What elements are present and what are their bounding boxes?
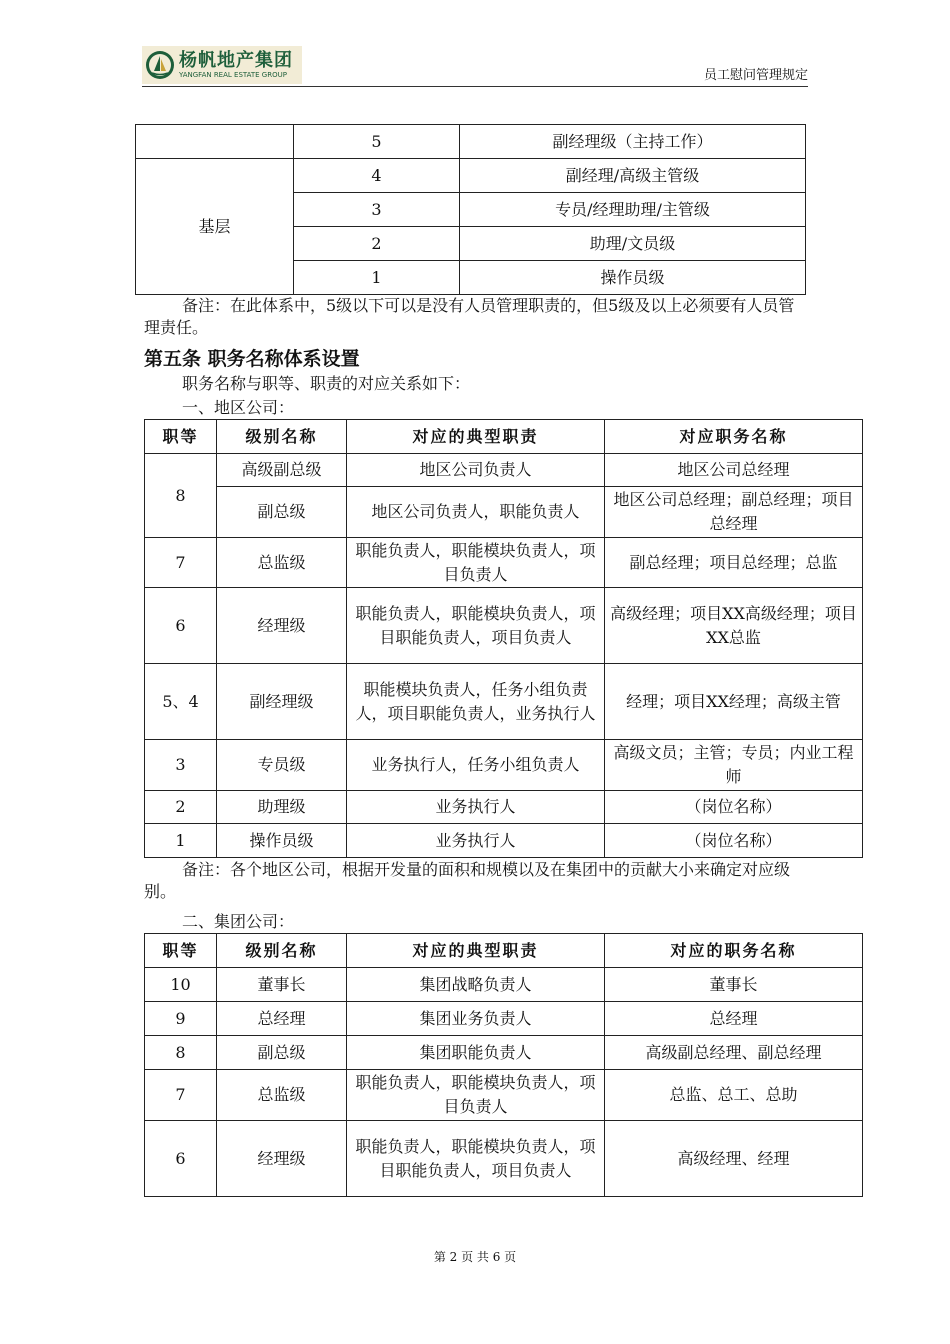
grade-cell: 7 (145, 1070, 217, 1121)
grade-cell: 8 (145, 454, 217, 538)
title-cell: （岗位名称） (605, 824, 863, 858)
title-cell: 副经理级（主持工作） (460, 125, 806, 159)
title-cell: 高级经理、经理 (605, 1121, 863, 1197)
grade-cell: 10 (145, 968, 217, 1002)
duty-cell: 职能负责人，职能模块负责人，项目职能负责人，项目负责人 (347, 588, 605, 664)
level-cell: 总监级 (217, 538, 347, 588)
grade-cell: 2 (294, 227, 460, 261)
level-cell: 高级副总级 (217, 454, 347, 487)
title-cell: 操作员级 (460, 261, 806, 295)
duty-cell: 业务执行人 (347, 824, 605, 858)
duty-cell: 业务执行人，任务小组负责人 (347, 740, 605, 791)
duty-cell: 职能负责人，职能模块负责人，项目负责人 (347, 1070, 605, 1121)
table-header-row (145, 934, 863, 968)
level-cell: 总监级 (217, 1070, 347, 1121)
table-row (136, 125, 806, 159)
table-header-row (145, 420, 863, 454)
grade-cell: 9 (145, 1002, 217, 1036)
duty-cell: 职能负责人，职能模块负责人，项目负责人 (347, 538, 605, 588)
level-cell: 经理级 (217, 588, 347, 664)
intro-text: 职务名称与职等、职责的对应关系如下： (182, 374, 471, 393)
column-header: 对应的职务名称 (605, 934, 863, 968)
title-cell: 副经理/高级主管级 (460, 159, 806, 193)
level-cell: 基层 (136, 159, 294, 295)
title-cell: 助理/文员级 (460, 227, 806, 261)
logo-chinese-name: 杨帆地产集团 (179, 49, 293, 71)
group-company-table (144, 933, 863, 1197)
grade-cell: 3 (294, 193, 460, 227)
column-header: 级别名称 (217, 420, 347, 454)
table-row (145, 740, 863, 791)
grade-cell: 1 (294, 261, 460, 295)
column-header: 职等 (145, 420, 217, 454)
title-cell: 地区公司总经理；副总经理；项目总经理 (605, 487, 863, 538)
grade-cell: 7 (145, 538, 217, 588)
table-row (145, 968, 863, 1002)
grade-cell: 8 (145, 1036, 217, 1070)
title-cell: 专员/经理助理/主管级 (460, 193, 806, 227)
level-cell: 经理级 (217, 1121, 347, 1197)
region-company-table (144, 419, 863, 858)
table-row (145, 1070, 863, 1121)
title-cell: 高级文员；主管；专员；内业工程师 (605, 740, 863, 791)
level-table-continued (135, 124, 806, 295)
note-management-responsibility: 备注：在此体系中，5级以下可以是没有人员管理职责的，但5级及以上必须要有人员管理责任。 (144, 296, 795, 337)
table-row (145, 487, 863, 538)
table-row (145, 454, 863, 487)
duty-cell: 地区公司负责人，职能负责人 (347, 487, 605, 538)
note-region-level: 备注：各个地区公司，根据开发量的面积和规模以及在集团中的贡献大小来确定对应级别。 (144, 860, 791, 901)
section-region-heading: 一、地区公司： (182, 398, 295, 417)
title-cell: 高级经理；项目XX高级经理；项目XX总监 (605, 588, 863, 664)
table-row (145, 1036, 863, 1070)
level-cell: 副总级 (217, 1036, 347, 1070)
title-cell: 经理；项目XX经理；高级主管 (605, 664, 863, 740)
grade-cell: 2 (145, 791, 217, 824)
table-row (145, 664, 863, 740)
company-logo (142, 46, 302, 84)
title-cell: 地区公司总经理 (605, 454, 863, 487)
table-row (145, 824, 863, 858)
section-group-heading: 二、集团公司： (182, 912, 295, 931)
grade-cell: 3 (145, 740, 217, 791)
column-header: 对应职务名称 (605, 420, 863, 454)
title-cell: 总经理 (605, 1002, 863, 1036)
title-cell: 总监、总工、总助 (605, 1070, 863, 1121)
level-cell: 董事长 (217, 968, 347, 1002)
duty-cell: 集团业务负责人 (347, 1002, 605, 1036)
column-header: 职等 (145, 934, 217, 968)
level-cell: 总经理 (217, 1002, 347, 1036)
level-cell: 专员级 (217, 740, 347, 791)
page-header (142, 44, 808, 87)
grade-cell: 1 (145, 824, 217, 858)
table-row (145, 588, 863, 664)
duty-cell: 地区公司负责人 (347, 454, 605, 487)
article-5-heading: 第五条 职务名称体系设置 (144, 348, 360, 370)
grade-cell: 6 (145, 1121, 217, 1197)
title-cell: 董事长 (605, 968, 863, 1002)
duty-cell: 职能负责人，职能模块负责人，项目职能负责人，项目负责人 (347, 1121, 605, 1197)
title-cell: 高级副总经理、副总经理 (605, 1036, 863, 1070)
duty-cell: 业务执行人 (347, 791, 605, 824)
level-cell: 操作员级 (217, 824, 347, 858)
title-cell: 副总经理；项目总经理；总监 (605, 538, 863, 588)
column-header: 对应的典型职责 (347, 934, 605, 968)
duty-cell: 集团战略负责人 (347, 968, 605, 1002)
title-cell: （岗位名称） (605, 791, 863, 824)
table-row (145, 538, 863, 588)
duty-cell: 集团职能负责人 (347, 1036, 605, 1070)
level-cell: 副经理级 (217, 664, 347, 740)
column-header: 级别名称 (217, 934, 347, 968)
column-header: 对应的典型职责 (347, 420, 605, 454)
level-cell (136, 125, 294, 159)
grade-cell: 5 (294, 125, 460, 159)
grade-cell: 6 (145, 588, 217, 664)
table-row (145, 1121, 863, 1197)
logo-english-name: YANGFAN REAL ESTATE GROUP (179, 70, 287, 79)
level-cell: 助理级 (217, 791, 347, 824)
grade-cell: 5、4 (145, 664, 217, 740)
grade-cell: 4 (294, 159, 460, 193)
table-row (136, 159, 806, 193)
table-row (145, 1002, 863, 1036)
page-footer: 第 2 页 共 6 页 (433, 1250, 517, 1264)
table-row (145, 791, 863, 824)
document-title: 员工慰问管理规定 (703, 68, 808, 83)
sailboat-logo-icon (145, 50, 175, 80)
level-cell: 副总级 (217, 487, 347, 538)
duty-cell: 职能模块负责人，任务小组负责人，项目职能负责人，业务执行人 (347, 664, 605, 740)
